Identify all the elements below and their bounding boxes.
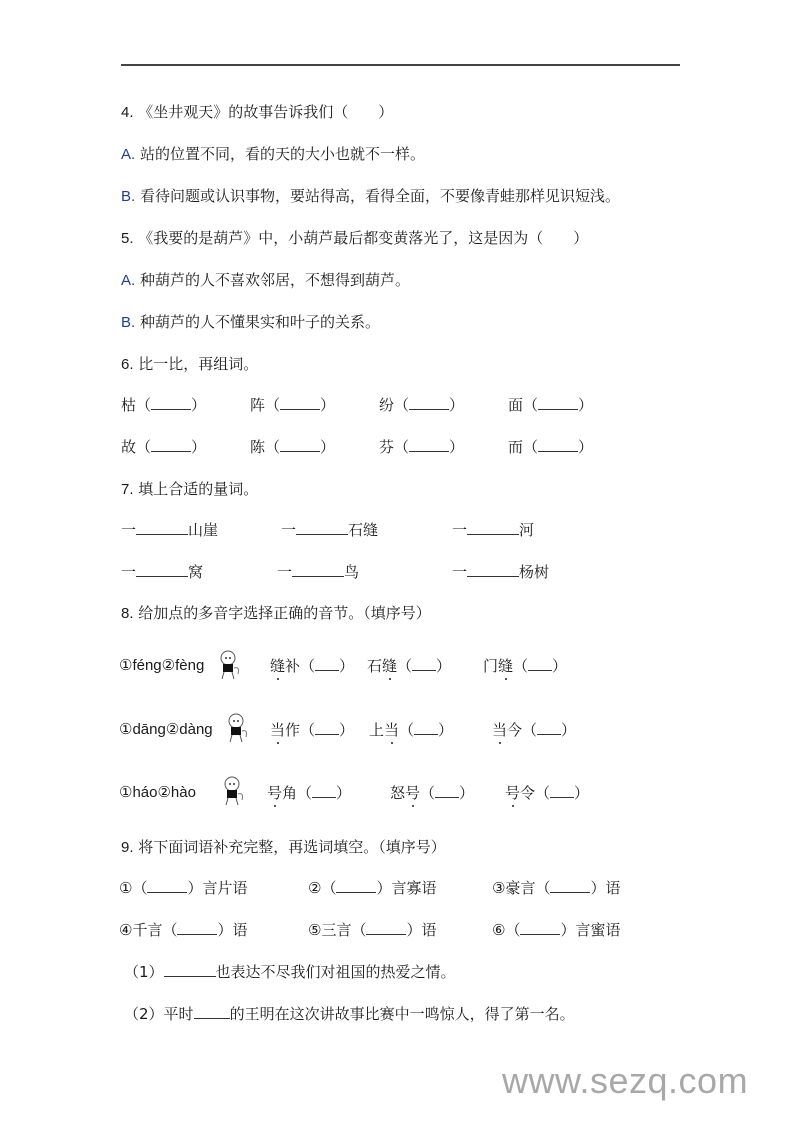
char: 阵 — [250, 396, 266, 414]
monkey-cartoon-icon — [222, 776, 246, 806]
q9-item[interactable]: ⑥（ ）言蜜语 — [492, 921, 621, 939]
q4-stem — [121, 102, 393, 123]
dotted-char: 当 — [492, 721, 508, 739]
sentence-label: （1） — [124, 963, 164, 981]
pinyin-options: ①féng②fèng — [119, 657, 205, 674]
q9-sentence-2[interactable] — [124, 1004, 575, 1024]
post: 言蜜语 — [575, 921, 621, 939]
q8-stem-text: 给加点的多音字选择正确的音节。（填序号） — [138, 604, 431, 622]
dotted-char: 缝 — [270, 657, 286, 675]
q8-item[interactable]: 上当（ ） — [369, 721, 454, 739]
q8-item[interactable]: 号令（ ） — [505, 784, 590, 802]
answer-blank[interactable] — [528, 656, 552, 671]
pinyin-options: ①háo②hào — [119, 784, 196, 801]
noun: 杨树 — [519, 563, 550, 581]
mark: ② — [308, 879, 322, 897]
answer-blank[interactable] — [520, 920, 560, 935]
q9-sentence-1[interactable] — [124, 962, 456, 982]
pinyin-options: ①dāng②dàng — [119, 721, 213, 738]
q8-item[interactable]: 石缝（ ） — [367, 657, 452, 675]
answer-blank[interactable] — [550, 783, 574, 798]
answer-blank[interactable] — [151, 437, 191, 452]
option-text: 种葫芦的人不喜欢邻居，不想得到葫芦。 — [139, 271, 410, 289]
answer-blank[interactable] — [409, 437, 449, 452]
q9-stem — [121, 837, 446, 858]
q8-item[interactable]: 怒号（ ） — [390, 784, 475, 802]
q8-stem — [121, 603, 431, 624]
dotted-char: 号 — [405, 784, 421, 802]
char: 面 — [508, 396, 524, 414]
noun: 窝 — [188, 563, 204, 581]
q4-number: 4. — [121, 104, 134, 121]
noun: 河 — [519, 521, 535, 539]
q6-stem — [121, 354, 258, 375]
answer-blank[interactable] — [435, 783, 459, 798]
q7-item[interactable] — [452, 520, 534, 540]
char: 故 — [121, 438, 137, 456]
char: 纷 — [379, 396, 395, 414]
answer-blank[interactable] — [136, 520, 188, 535]
post: 言片语 — [202, 879, 248, 897]
q9-stem-text: 将下面词语补充完整，再选词填空。（填序号） — [138, 838, 446, 856]
dotted-char: 号 — [267, 784, 283, 802]
answer-blank[interactable] — [296, 520, 348, 535]
char: 角 — [282, 784, 298, 802]
q5-option-b[interactable] — [121, 312, 380, 333]
answer-blank[interactable] — [336, 878, 376, 893]
prefix: 一 — [452, 563, 468, 581]
pre: 三言 — [321, 921, 352, 939]
prefix: 一 — [281, 521, 297, 539]
char: 今 — [507, 721, 523, 739]
noun: 山崖 — [188, 521, 219, 539]
monkey-cartoon-icon — [226, 713, 250, 743]
post: 也表达不尽我们对祖国的热爱之情。 — [215, 963, 456, 981]
answer-blank[interactable] — [292, 562, 344, 577]
q9-item[interactable]: ④千言（ ）语 — [119, 921, 248, 939]
option-text: 看待问题或认识事物，要站得高，看得全面，不要像青蛙那样见识短浅。 — [139, 187, 620, 205]
option-text: 种葫芦的人不懂果实和叶子的关系。 — [139, 313, 380, 331]
answer-blank[interactable] — [550, 878, 590, 893]
option-letter: B. — [121, 314, 136, 331]
q7-item[interactable] — [277, 562, 359, 582]
q7-stem-text: 填上合适的量词。 — [138, 480, 259, 498]
q4-stem-text: 《坐井观天》的故事告诉我们（ ） — [138, 103, 394, 121]
post: 语 — [232, 921, 248, 939]
mark: ④ — [119, 921, 133, 939]
option-letter: A. — [121, 146, 136, 163]
answer-blank[interactable] — [467, 520, 519, 535]
option-text: 站的位置不同，看的天的大小也就不一样。 — [139, 145, 425, 163]
post: 言寡语 — [391, 879, 437, 897]
answer-blank[interactable] — [280, 437, 320, 452]
q9-item[interactable]: ⑤三言（ ）语 — [308, 921, 437, 939]
answer-blank[interactable] — [177, 920, 217, 935]
header-rule — [121, 64, 680, 66]
mark: ① — [119, 879, 133, 897]
answer-blank[interactable] — [312, 783, 336, 798]
post: 语 — [605, 879, 621, 897]
pre: 豪言 — [505, 879, 536, 897]
q7-item[interactable] — [121, 562, 203, 582]
q8-number: 8. — [121, 605, 134, 622]
q5-option-a[interactable] — [121, 270, 410, 291]
q9-number: 9. — [121, 839, 134, 856]
char: 芬 — [379, 438, 395, 456]
q7-number: 7. — [121, 481, 134, 498]
sentence-label: （2） — [124, 1005, 164, 1023]
answer-blank[interactable] — [280, 395, 320, 410]
char: 石 — [367, 657, 383, 675]
q6-item[interactable]: 芬（ ） — [379, 438, 465, 456]
q6-item[interactable]: 面（ ） — [508, 396, 594, 414]
q7-item[interactable] — [121, 520, 218, 540]
dotted-char: 缝 — [498, 657, 514, 675]
q8-item[interactable]: 当作（ ） — [270, 721, 355, 739]
char: 枯 — [121, 396, 137, 414]
mark: ⑥ — [492, 921, 506, 939]
prefix: 一 — [452, 521, 468, 539]
prefix: 一 — [277, 563, 293, 581]
answer-blank[interactable] — [315, 720, 339, 735]
q8-item[interactable]: 当今（ ） — [492, 721, 577, 739]
q5-number: 5. — [121, 230, 134, 247]
prefix: 一 — [121, 563, 137, 581]
answer-blank[interactable] — [409, 395, 449, 410]
answer-blank[interactable] — [537, 720, 561, 735]
q6-item[interactable]: 纷（ ） — [379, 396, 465, 414]
pre: 平时 — [163, 1005, 194, 1023]
q8-item[interactable]: 缝补（ ） — [270, 657, 355, 675]
mark: ⑤ — [308, 921, 322, 939]
prefix: 一 — [121, 521, 137, 539]
post: 语 — [421, 921, 437, 939]
dotted-char: 缝 — [382, 657, 398, 675]
answer-blank[interactable] — [467, 562, 519, 577]
char: 令 — [520, 784, 536, 802]
q7-item[interactable] — [281, 520, 378, 540]
q6-item[interactable]: 陈（ ） — [250, 438, 336, 456]
answer-blank[interactable] — [538, 395, 578, 410]
answer-blank[interactable] — [147, 878, 187, 893]
char: 陈 — [250, 438, 266, 456]
answer-blank[interactable] — [538, 437, 578, 452]
q6-item[interactable]: 故（ ） — [121, 438, 207, 456]
q9-item[interactable]: ②（ ）言寡语 — [308, 879, 437, 897]
answer-blank[interactable] — [151, 395, 191, 410]
q6-item[interactable]: 枯（ ） — [121, 396, 207, 414]
noun: 石缝 — [348, 521, 379, 539]
pre: 千言 — [132, 921, 163, 939]
answer-blank[interactable] — [315, 656, 339, 671]
q4-option-a[interactable] — [121, 144, 425, 165]
dotted-char: 当 — [270, 721, 286, 739]
q5-stem-text: 《我要的是葫芦》中，小葫芦最后都变黄落光了，这是因为（ ） — [138, 229, 589, 247]
char: 怒 — [390, 784, 406, 802]
char: 作 — [285, 721, 301, 739]
q5-stem — [121, 228, 588, 249]
q9-item[interactable]: ③豪言（ ）语 — [492, 879, 621, 897]
dotted-char: 号 — [505, 784, 521, 802]
answer-blank[interactable] — [366, 920, 406, 935]
char: 上 — [369, 721, 385, 739]
char: 门 — [483, 657, 499, 675]
char: 补 — [285, 657, 301, 675]
monkey-cartoon-icon — [218, 650, 242, 680]
site-watermark: www.sezq.com — [502, 1060, 749, 1101]
noun: 鸟 — [344, 563, 360, 581]
answer-blank[interactable] — [414, 720, 438, 735]
answer-blank[interactable] — [164, 962, 216, 977]
answer-blank[interactable] — [194, 1004, 230, 1019]
post: 的王明在这次讲故事比赛中一鸣惊人，得了第一名。 — [229, 1005, 575, 1023]
q6-stem-text: 比一比，再组词。 — [138, 355, 259, 373]
q6-item[interactable]: 而（ ） — [508, 438, 594, 456]
q6-item[interactable]: 阵（ ） — [250, 396, 336, 414]
q4-option-b[interactable] — [121, 186, 620, 207]
q7-stem — [121, 479, 258, 500]
option-letter: A. — [121, 272, 136, 289]
option-letter: B. — [121, 188, 136, 205]
q8-item[interactable]: 号角（ ） — [267, 784, 352, 802]
answer-blank[interactable] — [136, 562, 188, 577]
q8-item[interactable]: 门缝（ ） — [483, 657, 568, 675]
q7-item[interactable] — [452, 562, 549, 582]
char: 而 — [508, 438, 524, 456]
q9-item[interactable]: ①（ ）言片语 — [119, 879, 248, 897]
q6-number: 6. — [121, 356, 134, 373]
mark: ③ — [492, 879, 506, 897]
dotted-char: 当 — [384, 721, 400, 739]
answer-blank[interactable] — [412, 656, 436, 671]
